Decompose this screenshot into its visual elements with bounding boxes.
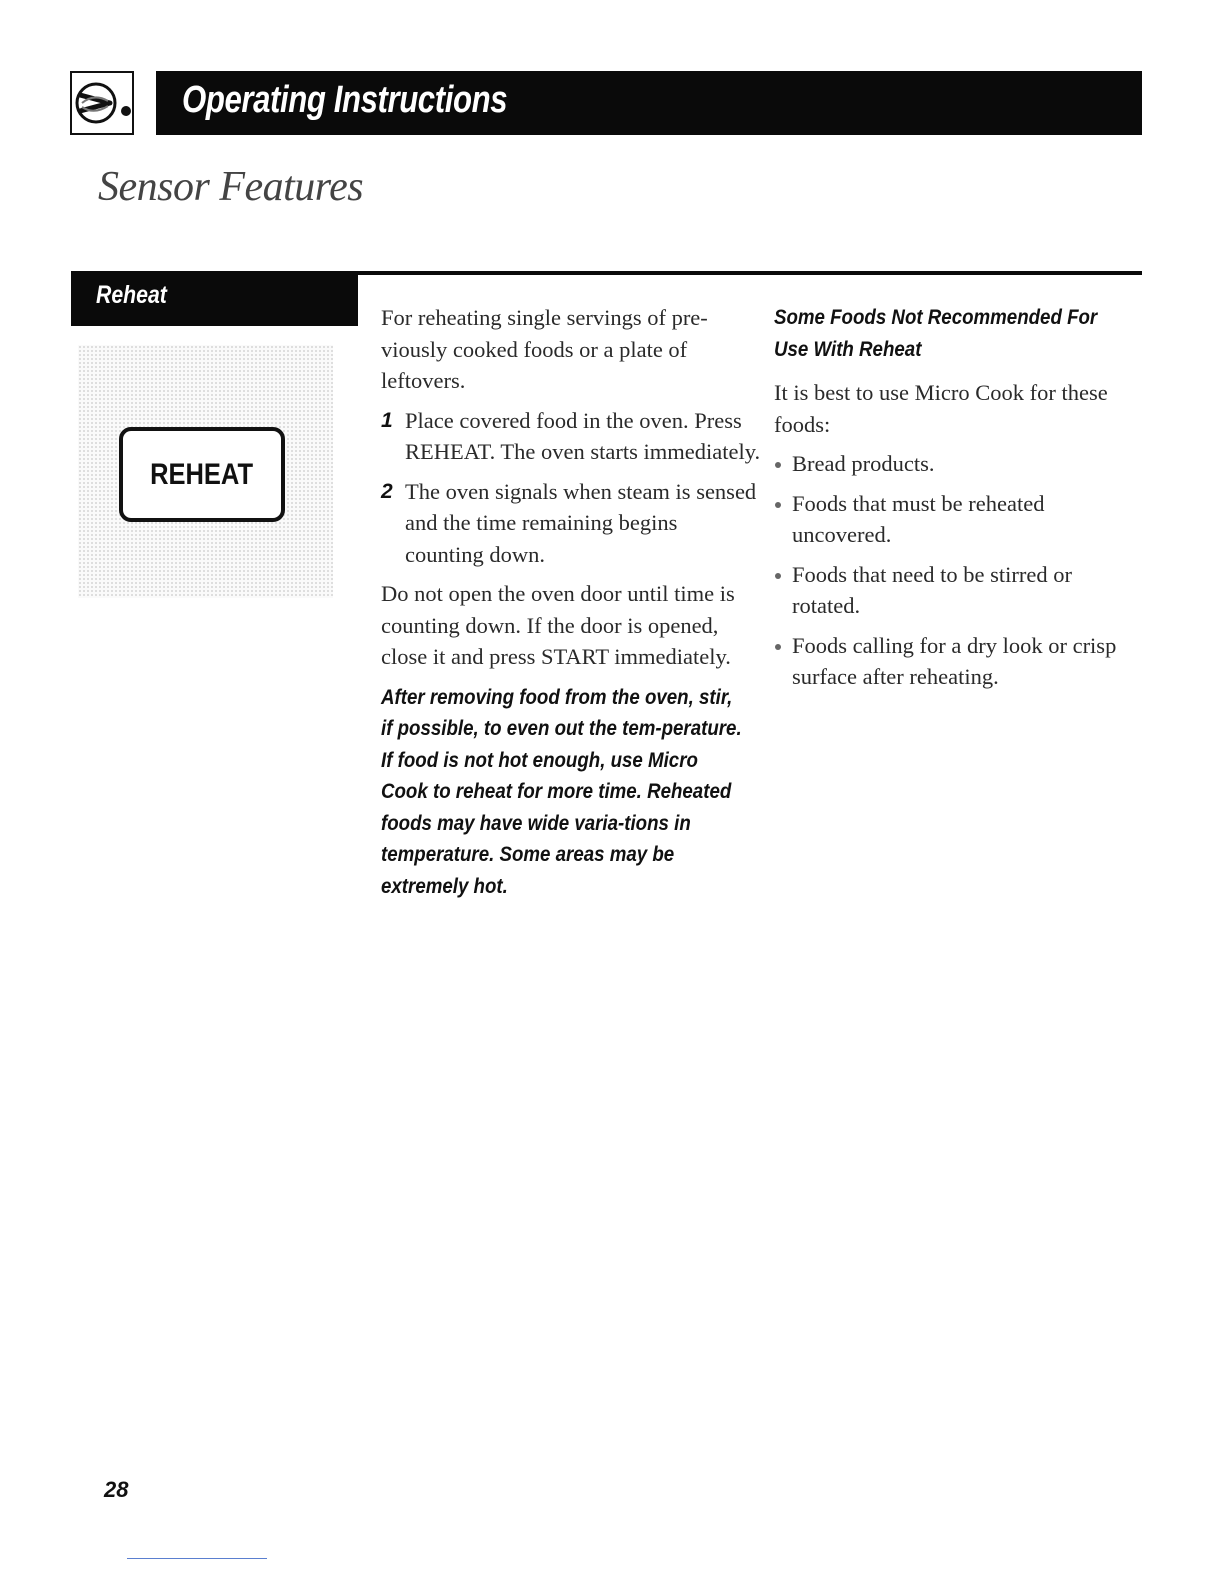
header-title: Operating Instructions	[182, 79, 508, 121]
footer-link-line	[127, 1558, 267, 1559]
list-item: Bread products.	[774, 448, 1134, 480]
list-item: Foods that need to be stirred or rotated.	[774, 559, 1134, 622]
reheat-intro: For reheating single servings of pre-viously cooked foods or a plate of leftovers.	[381, 305, 708, 393]
door-note: Do not open the oven door until time is counting down. If the door is opened, close it and press START immediately.	[381, 581, 735, 669]
step-1	[381, 405, 761, 468]
reheat-button-label: REHEAT	[150, 457, 254, 491]
reheat-tab-label: Reheat	[96, 281, 167, 309]
temperature-warning: After removing food from the oven, stir, if possible, to even out the tem-perature. If food is not hot enough, use Micro Cook to reheat for more time. Reheated foods may have wide varia-tions in temperature. Some areas may be extremely hot.	[381, 684, 742, 898]
step-text: The oven signals when steam is sensed and the time remaining begins counting down.	[405, 478, 757, 567]
reheat-instructions	[381, 302, 761, 902]
page-number: 28	[104, 1477, 129, 1502]
step-number: 2	[381, 479, 393, 503]
list-item: Foods calling for a dry look or crisp surface after reheating.	[774, 630, 1134, 693]
not-recommended-intro: It is best to use Micro Cook for these foods:	[774, 380, 1108, 437]
list-item: Foods that must be reheated uncovered.	[774, 488, 1134, 551]
step-number: 1	[381, 408, 393, 432]
section-rule	[358, 271, 1142, 275]
not-recommended-heading: Some Foods Not Recommended For Use With Reheat	[774, 305, 1098, 361]
reheat-tab	[71, 271, 358, 326]
step-text: Place covered food in the oven. Press REHEAT. The oven starts immediately.	[405, 407, 761, 464]
section-title: Sensor Features	[98, 164, 364, 210]
oven-dial-icon	[70, 71, 134, 135]
step-2	[381, 476, 761, 571]
not-recommended-section	[774, 302, 1134, 693]
header-bar	[156, 71, 1142, 135]
reheat-button-illustration	[119, 427, 285, 522]
